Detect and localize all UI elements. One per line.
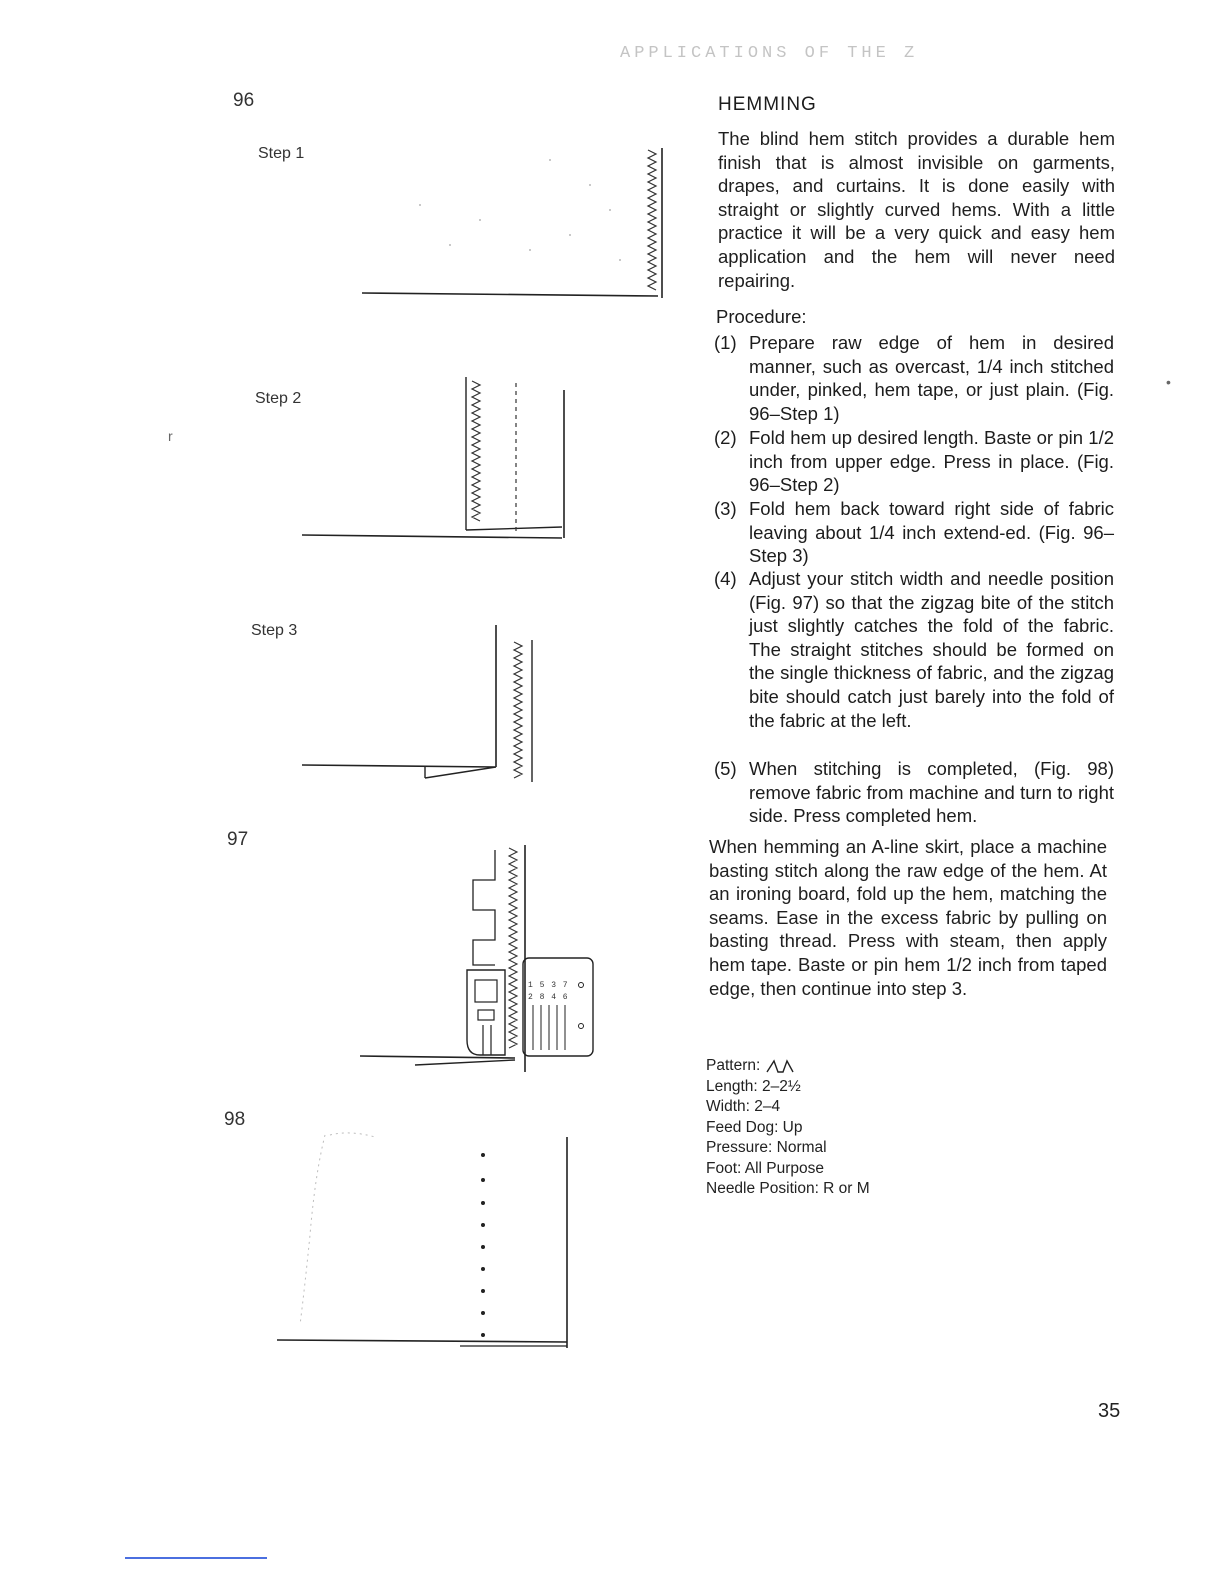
step-number: (3) <box>714 498 737 519</box>
step-number: (4) <box>714 568 737 589</box>
figure-98-illustration <box>275 1125 575 1355</box>
foot-setting: Foot: All Purpose <box>706 1159 825 1177</box>
step-number: (5) <box>714 758 737 779</box>
step-number: (1) <box>714 332 737 353</box>
step-2-label: Step 2 <box>255 390 302 407</box>
pressure-setting: Pressure: Normal <box>706 1139 827 1156</box>
figure-number-98: 98 <box>224 1109 246 1130</box>
step-text: Prepare raw edge of hem in desired manner, such as overcast, 1/4 inch stitched under, pinked, hem tape, or just plain. (Fig. 96–Step 1) <box>749 332 1114 424</box>
page-number: 35 <box>1098 1400 1121 1422</box>
procedure-heading: Procedure: <box>716 306 807 327</box>
procedure-step-2 <box>714 426 1114 497</box>
step-text: Fold hem up desired length. Baste or pin 1/2 inch from upper edge. Press in place. (Fig. 96–Step 2) <box>749 427 1114 496</box>
blind-hem-stitch-icon <box>765 1058 795 1074</box>
step-text: Adjust your stitch width and needle position (Fig. 97) so that the zigzag bite of the stitch just slightly catches the fold of the fabric. The straight stitches should be formed on the single thickness of fabric, and the zigzag bite should catch just barely into the fold of the fabric at the left. <box>749 568 1114 731</box>
step-3-label: Step 3 <box>251 622 298 639</box>
margin-mark: r <box>168 428 173 444</box>
figure-number-97: 97 <box>227 829 249 850</box>
figure-97-illustration <box>355 840 605 1075</box>
procedure-step-5 <box>714 757 1114 828</box>
width-setting: Width: 2–4 <box>706 1098 781 1115</box>
feed-dog-setting: Feed Dog: Up <box>706 1118 803 1136</box>
step-number: (2) <box>714 427 737 448</box>
figure-number-96: 96 <box>233 90 255 111</box>
running-header: APPLICATIONS OF THE Z <box>620 44 919 63</box>
pattern-setting <box>706 1056 870 1077</box>
intro-paragraph: The blind hem stitch provides a durable hem finish that is almost invisible on garments, drapes, and curtains. It is done easily with straight or slightly curved hems. With a little practice it will be a very quick and easy hem application and the hem will never need repairing. <box>718 128 1115 291</box>
bottom-rule <box>125 1557 267 1559</box>
seam-guide-scale-bottom: 2 8 4 6 <box>528 993 569 1002</box>
length-setting: Length: 2–2½ <box>706 1077 801 1095</box>
a-line-skirt-note: When hemming an A-line skirt, place a machine basting stitch along the raw edge of the hem. At an ironing board, fold up the hem, matching the seams. Ease in the excess fabric by pulling on basting thread. Press with steam, then apply hem tape. Baste or pin hem 1/2 inch from taped edge, then continue into step 3. <box>709 836 1107 999</box>
step-text: When stitching is completed, (Fig. 98) remove fabric from machine and turn to right side. Press completed hem. <box>749 758 1114 827</box>
section-title: HEMMING <box>718 94 817 115</box>
procedure-step-3 <box>714 497 1114 568</box>
step-2-illustration <box>300 375 575 545</box>
step-3-illustration <box>300 620 545 785</box>
procedure-step-4 <box>714 567 1114 732</box>
step-1-label: Step 1 <box>258 145 305 162</box>
step-1-illustration <box>360 140 670 310</box>
stitch-settings <box>706 1056 870 1200</box>
step-text: Fold hem back toward right side of fabric leaving about 1/4 inch extend-ed. (Fig. 96–Step 3) <box>749 498 1114 567</box>
seam-guide-scale-top: 1 5 3 7 <box>528 981 569 990</box>
needle-position-setting: Needle Position: R or M <box>706 1180 870 1197</box>
procedure-step-1 <box>714 331 1114 425</box>
margin-mark: • <box>1166 374 1171 390</box>
pattern-label: Pattern: <box>706 1057 761 1074</box>
